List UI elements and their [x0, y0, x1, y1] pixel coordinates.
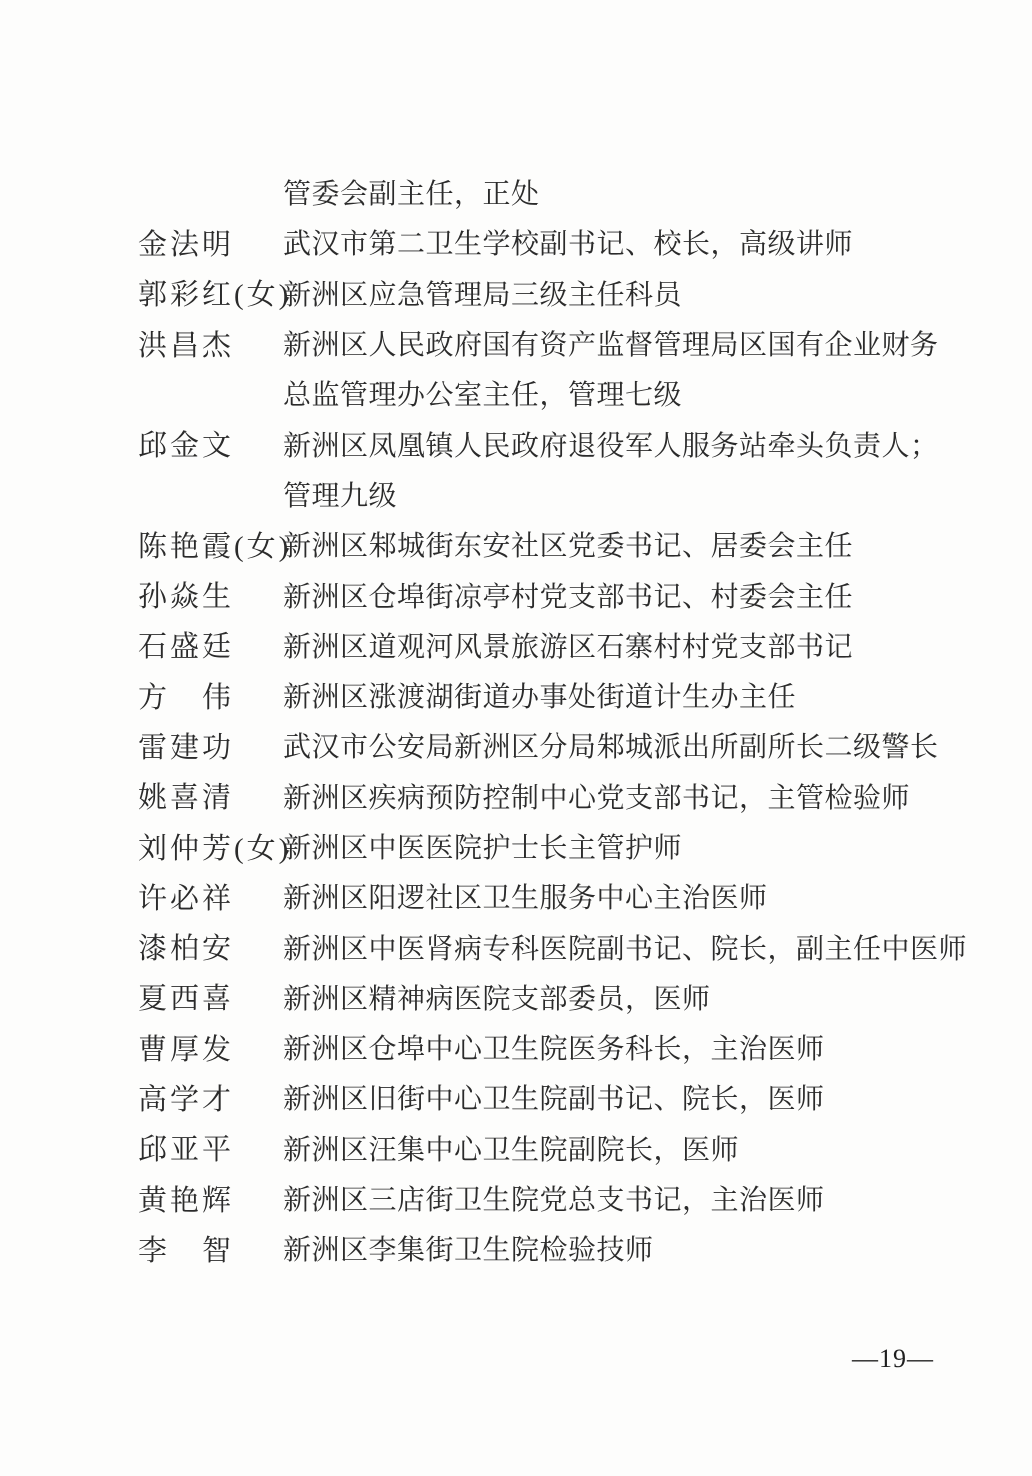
person-position: 新洲区仓埠街凉亭村党支部书记、村委会主任 — [283, 581, 854, 613]
person-position: 新洲区中医医院护士长主管护师 — [283, 833, 683, 864]
person-name: 郭彩红(女) — [138, 279, 292, 312]
person-position: 新洲区三店街卫生院党总支书记，主治医师 — [283, 1185, 825, 1217]
list-row — [138, 821, 938, 871]
person-position: 新洲区中医肾病专科医院副书记、院长，副主任中医师 — [283, 933, 968, 965]
person-name: 石盛廷 — [138, 631, 235, 664]
list-row — [138, 167, 938, 217]
person-position: 新洲区汪集中心卫生院副院长，医师 — [283, 1134, 740, 1166]
list-row — [138, 871, 938, 921]
list-row — [138, 771, 938, 821]
list-row — [138, 1123, 938, 1173]
person-name: 方 伟 — [138, 681, 235, 714]
person-name: 邱金文 — [138, 430, 235, 463]
list-row — [138, 1173, 938, 1223]
list-row — [138, 1072, 938, 1122]
entries-list — [138, 167, 968, 1274]
person-name: 高学才 — [138, 1083, 235, 1116]
person-position: 新洲区凤凰镇人民政府退役军人服务站牵头负责人； — [283, 430, 939, 462]
person-position: 新洲区阳逻社区卫生服务中心主治医师 — [283, 883, 768, 915]
list-row — [138, 1022, 938, 1072]
person-position: 新洲区人民政府国有资产监督管理局区国有企业财务 — [283, 330, 939, 362]
person-position: 武汉市公安局新洲区分局邾城派出所副所长二级警长 — [283, 732, 939, 764]
person-name: 黄艳辉 — [138, 1184, 235, 1217]
person-name: 金法明 — [138, 228, 235, 261]
person-name: 夏西喜 — [138, 983, 235, 1016]
list-row — [138, 670, 938, 720]
person-name: 雷建功 — [138, 731, 235, 764]
list-row — [138, 519, 938, 569]
person-name: 刘仲芳(女) — [138, 832, 292, 865]
list-row — [138, 620, 938, 670]
list-row — [138, 418, 938, 468]
person-position: 新洲区应急管理局三级主任科员 — [283, 279, 683, 311]
person-position: 新洲区邾城街东安社区党委书记、居委会主任 — [283, 531, 854, 563]
person-name: 李 智 — [138, 1234, 235, 1267]
person-name: 曹厚发 — [138, 1033, 235, 1066]
list-row — [138, 569, 938, 619]
person-position: 新洲区疾病预防控制中心党支部书记，主管检验师 — [283, 782, 911, 814]
person-position: 新洲区仓埠中心卫生院医务科长，主治医师 — [283, 1034, 825, 1066]
list-row — [138, 921, 968, 971]
list-row — [138, 469, 938, 519]
person-position: 新洲区涨渡湖街道办事处街道计生办主任 — [283, 682, 797, 714]
person-name: 洪昌杰 — [138, 329, 235, 362]
person-position: 新洲区李集街卫生院检验技师 — [283, 1235, 654, 1267]
list-row — [138, 1223, 938, 1273]
person-name: 漆柏安 — [138, 933, 235, 966]
list-row — [138, 318, 938, 368]
person-position: 武汉市第二卫生学校副书记、校长，高级讲师 — [283, 229, 854, 261]
list-row — [138, 972, 938, 1022]
list-row — [138, 268, 938, 318]
page-number: —19— — [852, 1344, 934, 1373]
person-name: 姚喜清 — [138, 782, 235, 815]
list-row — [138, 720, 938, 770]
person-position: 管委会副主任，正处 — [283, 179, 540, 211]
person-position: 管理九级 — [283, 480, 398, 512]
list-row — [138, 217, 938, 267]
person-name: 孙焱生 — [138, 581, 235, 614]
person-position: 新洲区精神病医院支部委员，医师 — [283, 983, 711, 1015]
person-position: 总监管理办公室主任，管理七级 — [283, 380, 683, 412]
person-name: 邱亚平 — [138, 1134, 235, 1167]
list-row — [138, 368, 938, 418]
person-position: 新洲区旧街中心卫生院副书记、院长，医师 — [283, 1084, 825, 1116]
person-name: 许必祥 — [138, 882, 235, 915]
person-position: 新洲区道观河风景旅游区石寨村村党支部书记 — [283, 631, 854, 663]
person-name: 陈艳霞(女) — [138, 530, 292, 563]
